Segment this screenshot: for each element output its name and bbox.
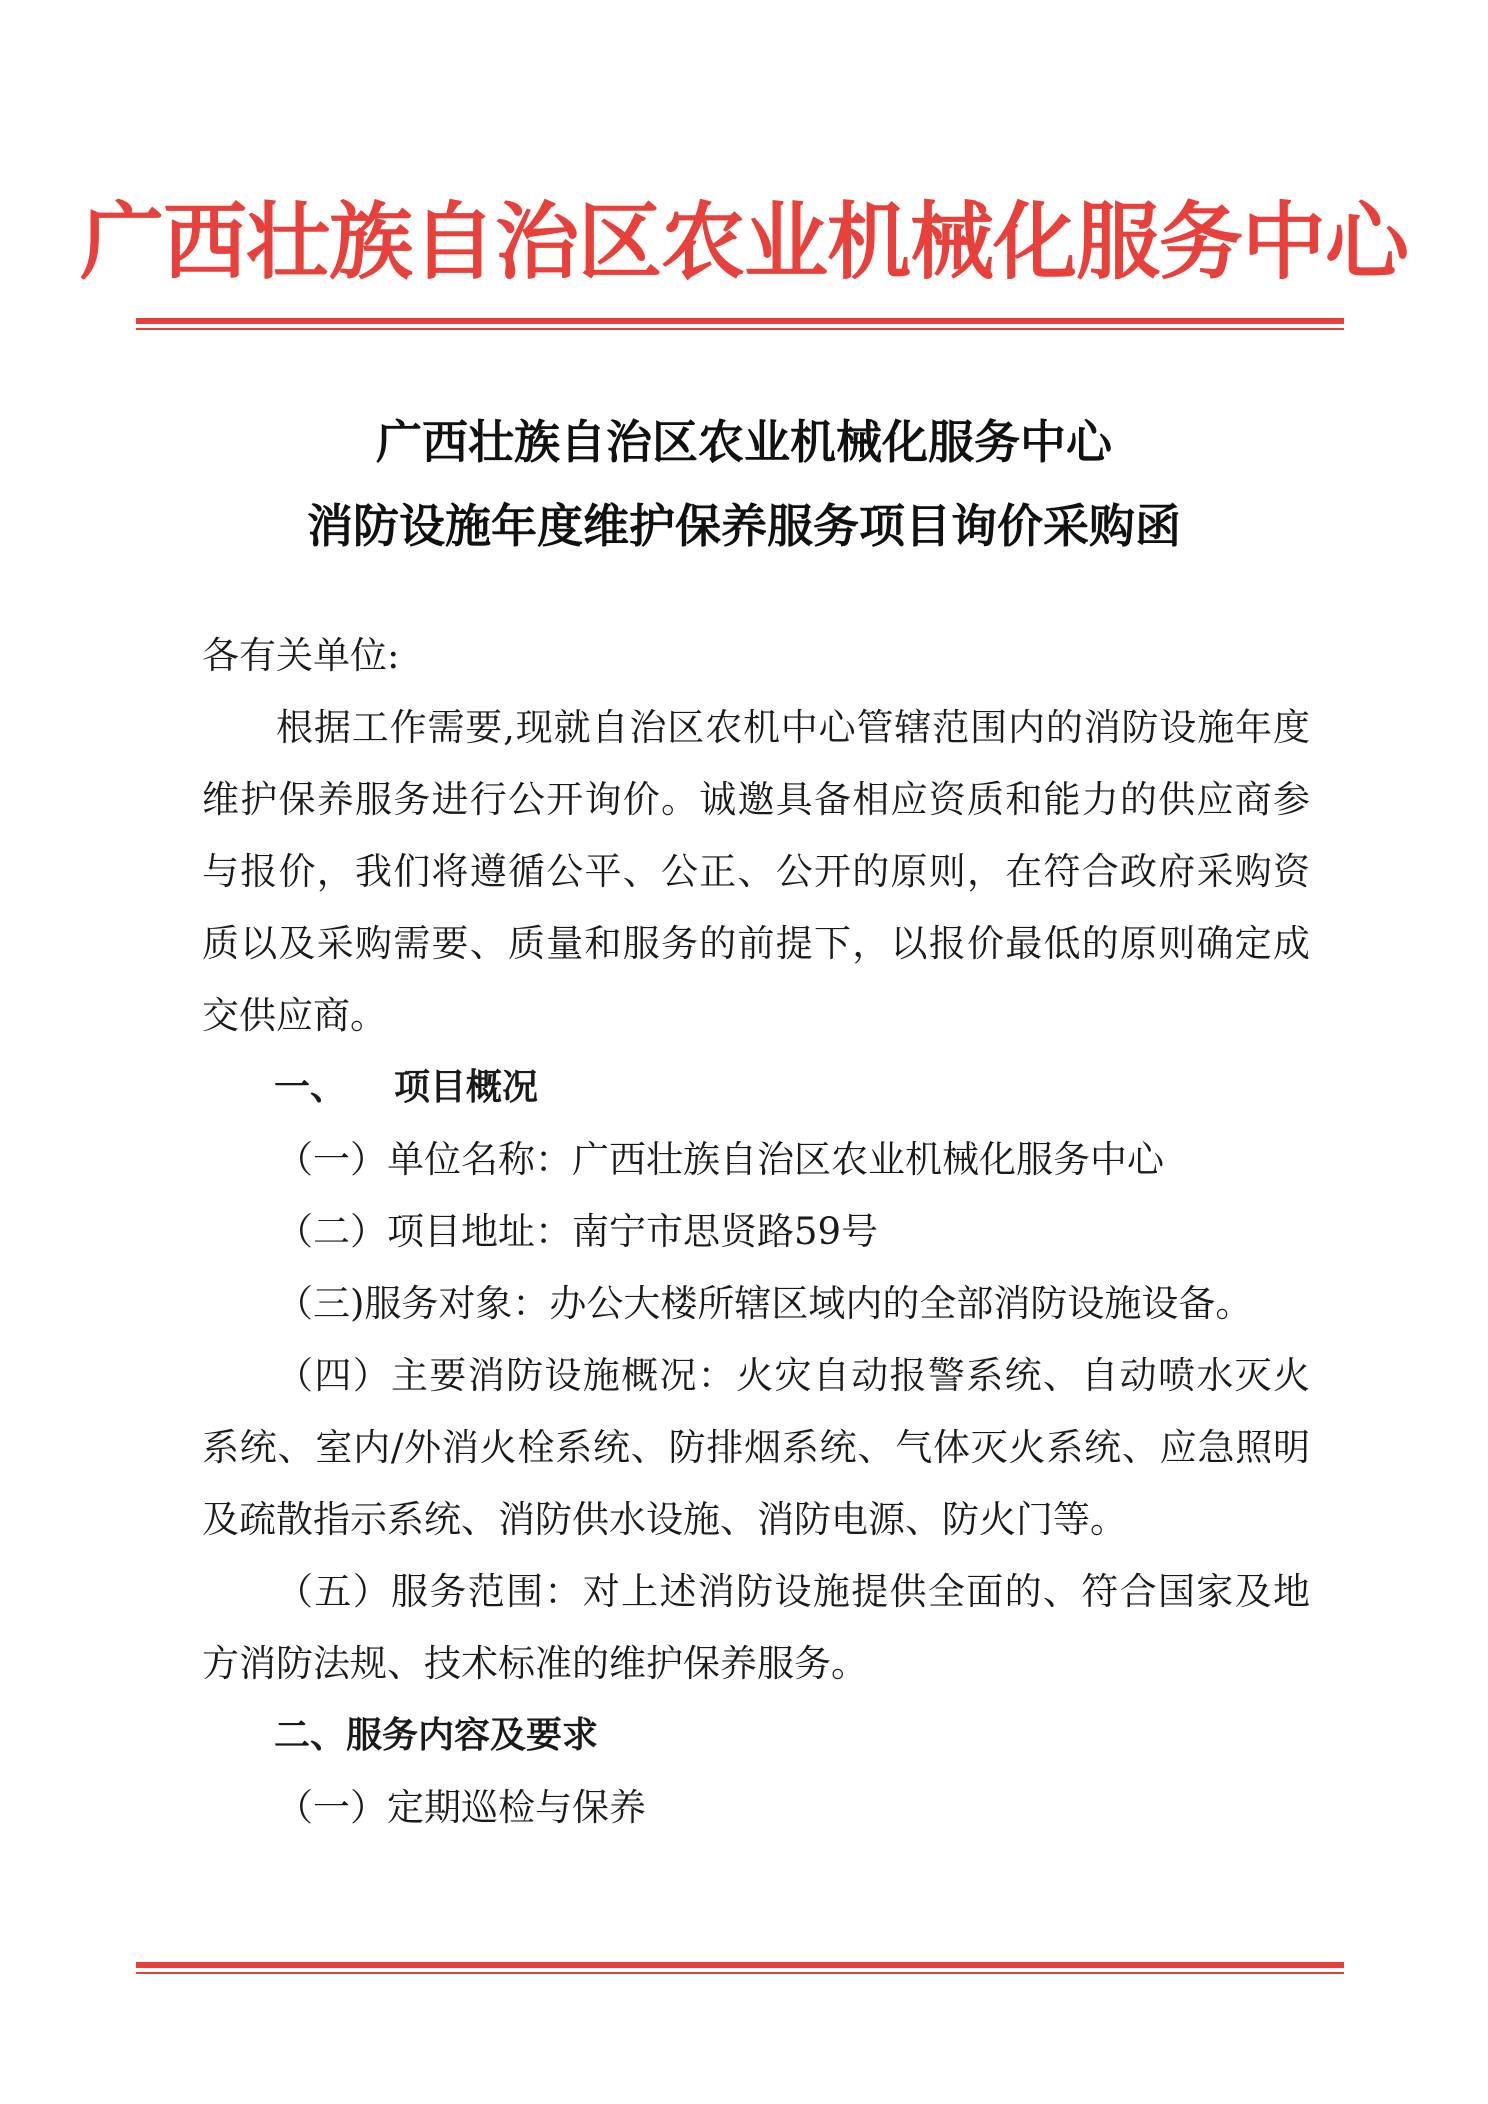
footer-red-rule bbox=[136, 1962, 1344, 1974]
document-title-line-2: 消防设施年度维护保养服务项目询价采购函 bbox=[307, 499, 1181, 553]
section-2-heading: 二、服务内容及要求 bbox=[274, 1715, 599, 1756]
letterhead-red-rule bbox=[136, 318, 1344, 330]
salutation: 各有关单位: bbox=[202, 634, 400, 677]
section-1-item-2: （二）项目地址：南宁市思贤路59号 bbox=[276, 1210, 879, 1253]
letterhead-org-name: 广西壮族自治区农业机械化服务中心 bbox=[79, 192, 1408, 291]
section-1-heading bbox=[202, 1052, 1310, 1124]
section-1-item-3: （三)服务对象：办公大楼所辖区域内的全部消防设施设备。 bbox=[276, 1282, 1253, 1325]
section-1-item-1: （一）单位名称：广西壮族自治区农业机械化服务中心 bbox=[276, 1138, 1164, 1181]
document-title bbox=[0, 400, 1488, 568]
document-title-line-1: 广西壮族自治区农业机械化服务中心 bbox=[376, 415, 1112, 469]
document-body bbox=[202, 620, 1310, 1844]
section-1-number: 一、 bbox=[274, 1067, 347, 1108]
section-2-item-1: （一）定期巡检与保养 bbox=[276, 1786, 646, 1829]
section-1-item-4: （四）主要消防设施概况：火灾自动报警系统、自动喷水灭火系统、室内/外消火栓系统、防排烟系统、气体灭火系统、应急照明及疏散指示系统、消防供水设施、消防电源、防火门等。 bbox=[202, 1354, 1310, 1541]
section-1-item-5: （五）服务范围：对上述消防设施提供全面的、符合国家及地方消防法规、技术标准的维护保养服务。 bbox=[202, 1570, 1310, 1685]
section-1-title: 项目概况 bbox=[394, 1067, 539, 1108]
intro-paragraph: 根据工作需要,现就自治区农机中心管辖范围内的消防设施年度维护保养服务进行公开询价。诚邀具备相应资质和能力的供应商参与报价，我们将遵循公平、公正、公开的原则，在符合政府采购资质以及采购需要、质量和服务的前提下，以报价最低的原则确定成交供应商。 bbox=[202, 706, 1310, 1037]
